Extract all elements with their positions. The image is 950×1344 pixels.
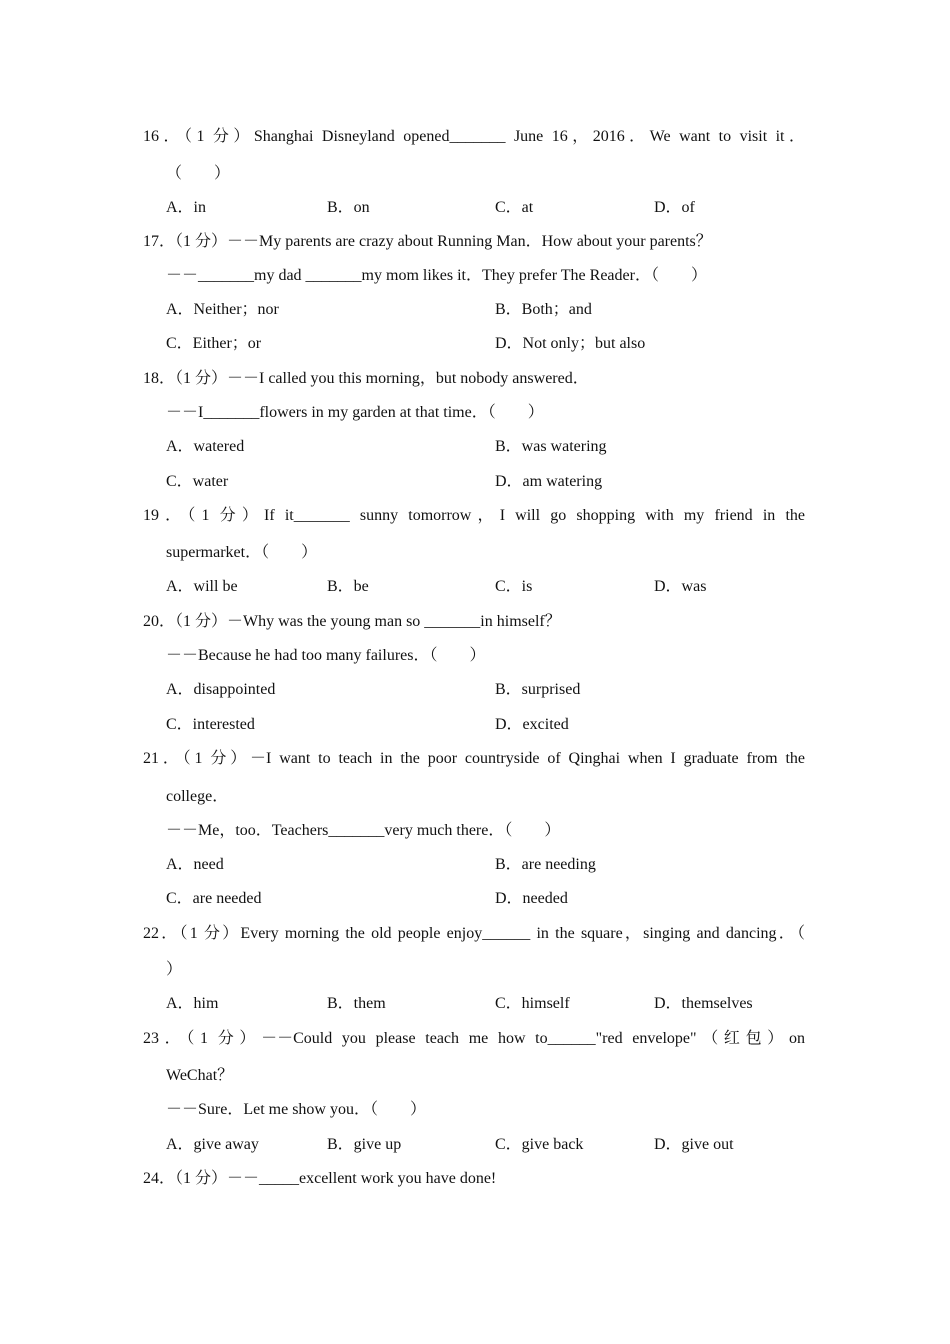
q22-option-a: A．him bbox=[166, 995, 219, 1012]
q18-option-c: C．water bbox=[166, 473, 229, 490]
q20-option-a: A．disappointed bbox=[166, 681, 276, 698]
q18-stem: 18．（1 分）－－I called you this morning，but nobody answered． bbox=[143, 370, 589, 387]
q17-option-c: C．Either；or bbox=[166, 335, 262, 352]
q18-stem-cont: －－I_______flowers in my garden at that time．（ ） bbox=[166, 404, 544, 421]
q23-option-c: C．give back bbox=[495, 1136, 584, 1153]
q18-option-b: B．was watering bbox=[495, 438, 607, 455]
q23-response: －－Sure．Let me show you．（ ） bbox=[166, 1101, 426, 1118]
q19-option-d: D．was bbox=[654, 578, 707, 595]
q22-option-b: B．them bbox=[327, 995, 386, 1012]
q17-stem-cont: －－_______my dad _______my mom likes it．They prefer The Reader．（ ） bbox=[166, 267, 707, 284]
q23-option-b: B．give up bbox=[327, 1136, 402, 1153]
q16-stem: 16．（1 分）Shanghai Disneyland opened_______ June 16，2016．We want to visit it． bbox=[143, 128, 805, 145]
q22-stem-cont: ） bbox=[166, 961, 183, 978]
q16-option-d: D．of bbox=[654, 199, 695, 216]
q22-option-c: C．himself bbox=[495, 995, 570, 1012]
q16-option-a: A．in bbox=[166, 199, 207, 216]
q19-option-b: B．be bbox=[327, 578, 369, 595]
q23-stem-cont: WeChat？ bbox=[166, 1067, 234, 1084]
q19-option-c: C．is bbox=[495, 578, 533, 595]
q21-stem-cont: college． bbox=[166, 788, 229, 805]
q16-option-c: C．at bbox=[495, 199, 534, 216]
q22-stem: 22．（1 分）Every morning the old people enjoy______ in the square，singing and dancing．（ bbox=[143, 925, 805, 942]
q20-stem: 20．（1 分）－Why was the young man so _______in himself？ bbox=[143, 613, 561, 630]
q20-stem-cont: －－Because he had too many failures．（ ） bbox=[166, 647, 486, 664]
q23-option-a: A．give away bbox=[166, 1136, 259, 1153]
q20-option-c: C．interested bbox=[166, 716, 255, 733]
q21-option-b: B．are needing bbox=[495, 856, 596, 873]
q21-response: －－Me，too．Teachers_______very much there．（ ） bbox=[166, 822, 561, 839]
q17-option-a: A．Neither；nor bbox=[166, 301, 279, 318]
q22-option-d: D．themselves bbox=[654, 995, 753, 1012]
q23-option-d: D．give out bbox=[654, 1136, 734, 1153]
q19-option-a: A．will be bbox=[166, 578, 238, 595]
q18-option-d: D．am watering bbox=[495, 473, 603, 490]
q16-stem-cont: （ ） bbox=[166, 165, 231, 182]
q17-stem: 17．（1 分）－－My parents are crazy about Running Man．How about your parents？ bbox=[143, 233, 712, 250]
q18-option-a: A．watered bbox=[166, 438, 245, 455]
q17-option-b: B．Both；and bbox=[495, 301, 592, 318]
q21-option-a: A．need bbox=[166, 856, 224, 873]
q23-stem: 23．（1 分）－－Could you please teach me how to______"red envelope"（红包）on bbox=[143, 1030, 805, 1047]
q20-option-d: D．excited bbox=[495, 716, 569, 733]
q21-option-d: D．needed bbox=[495, 890, 568, 907]
q24-stem: 24．（1 分）－－_____excellent work you have done! bbox=[143, 1170, 497, 1187]
q21-option-c: C．are needed bbox=[166, 890, 262, 907]
q17-option-d: D．Not only；but also bbox=[495, 335, 646, 352]
q19-stem-cont: supermarket．（ ） bbox=[166, 544, 318, 561]
q16-option-b: B．on bbox=[327, 199, 370, 216]
q20-option-b: B．surprised bbox=[495, 681, 581, 698]
q19-stem: 19．（1 分）If it_______ sunny tomorrow，I will go shopping with my friend in the bbox=[143, 507, 805, 524]
q21-stem: 21．（1 分）－I want to teach in the poor countryside of Qinghai when I graduate from the bbox=[143, 750, 805, 767]
